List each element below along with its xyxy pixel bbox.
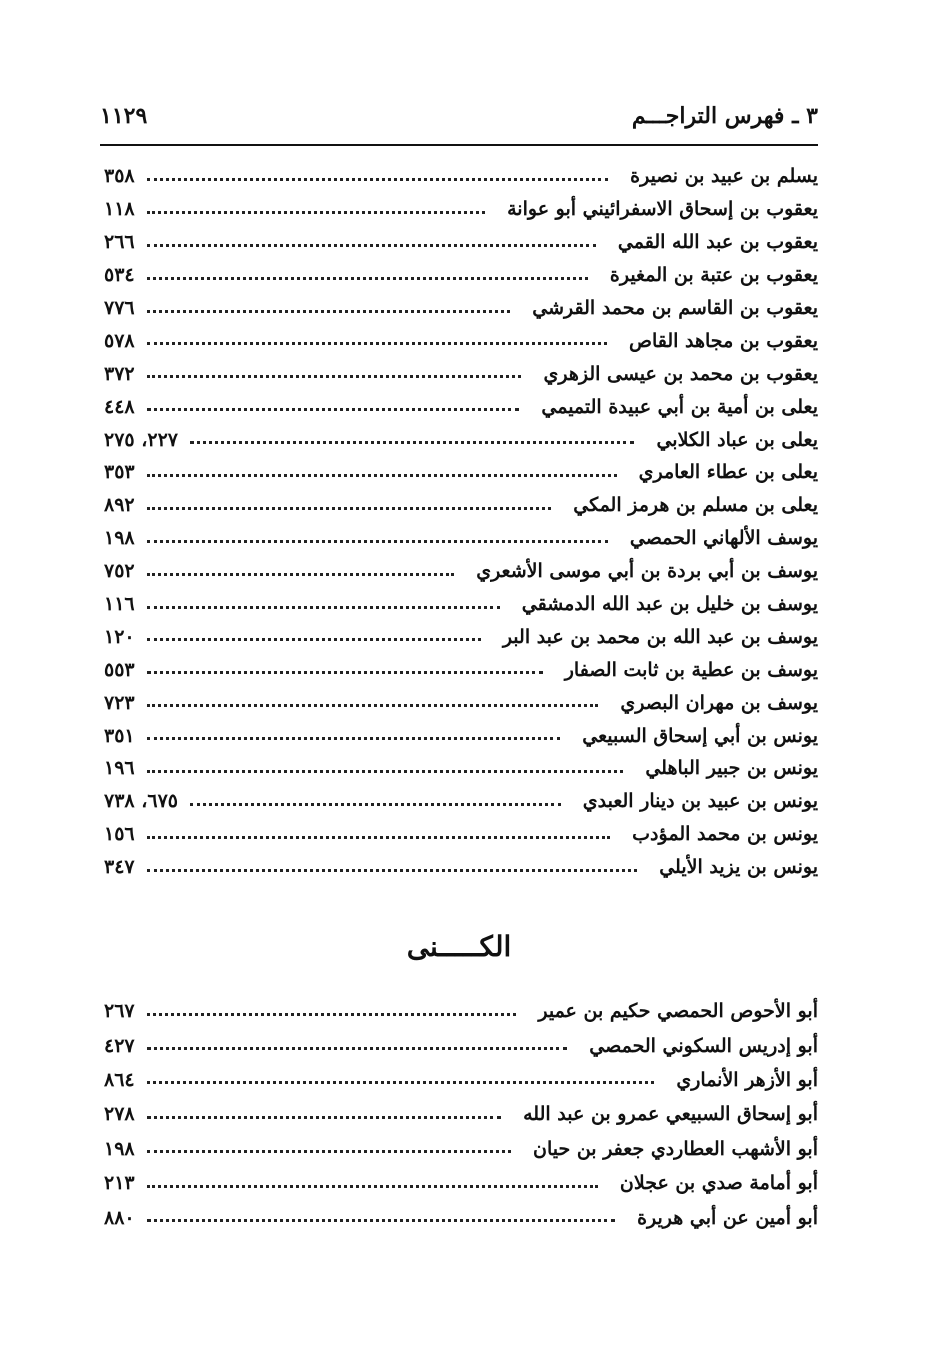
entry-page-numbers: ٢٢٧، ٢٧٥ — [104, 428, 178, 451]
entry-page-numbers: ١٢٠ — [104, 625, 135, 648]
entry-page-numbers: ٦٧٥، ٧٣٨ — [104, 790, 178, 813]
entry-name: يعقوب بن عبد الله القمي — [617, 231, 818, 254]
entry-page-numbers: ١٩٦ — [104, 757, 135, 780]
entry-page-numbers: ٨٦٤ — [104, 1068, 135, 1091]
dot-leader — [147, 1150, 511, 1153]
dot-leader — [147, 1116, 502, 1119]
index-entry — [100, 324, 818, 357]
entry-page-numbers: ٧٢٣ — [104, 691, 135, 714]
index-entry — [100, 390, 818, 423]
index-entry — [100, 1097, 818, 1131]
entry-page-numbers: ٣٥٣ — [104, 461, 135, 484]
entry-page-numbers: ١١٨ — [104, 198, 135, 221]
section-title-kuna: الكـــــنى — [406, 930, 512, 963]
entry-name: يونس بن عبيد بن دينار العبدي — [582, 790, 818, 813]
index-entry — [100, 226, 818, 259]
dot-leader — [147, 638, 481, 641]
entry-name: أبو إدريس السكوني الحمصي — [589, 1034, 818, 1057]
entry-name: أبو إسحاق السبيعي عمرو بن عبد الله — [523, 1103, 818, 1126]
index-entry — [100, 818, 818, 851]
entry-page-numbers: ٥٥٣ — [104, 658, 135, 681]
entry-page-numbers: ٥٧٨ — [104, 329, 135, 352]
entry-name: يعلى بن عباد الكلابي — [656, 428, 818, 451]
entry-name: يوسف بن عطية بن ثابت الصفار — [564, 658, 818, 681]
entry-page-numbers: ٣٥١ — [104, 724, 135, 747]
index-entry — [100, 719, 818, 752]
entry-name: يونس بن يزيد الأيلي — [659, 856, 818, 879]
index-entry — [100, 1200, 818, 1234]
index-entry — [100, 259, 818, 292]
dot-leader — [190, 803, 561, 806]
entry-page-numbers: ٧٧٦ — [104, 297, 135, 319]
dot-leader — [147, 606, 500, 609]
index-entry — [100, 522, 818, 555]
index-entry — [100, 357, 818, 390]
index-entry — [100, 752, 818, 785]
entry-page-numbers: ٢٧٨ — [104, 1103, 135, 1126]
entry-name: يوسف بن خليل بن عبد الله الدمشقي — [521, 593, 818, 616]
index-entry — [100, 456, 818, 489]
dot-leader — [147, 1013, 517, 1016]
entry-name: يوسف بن أبي بردة بن أبي موسى الأشعري — [476, 560, 818, 583]
entry-name: يعلى بن عطاء العامري — [638, 461, 818, 484]
entry-name: يونس بن محمد المؤدب — [632, 823, 818, 846]
header-rule — [100, 144, 818, 146]
dot-leader — [147, 1081, 655, 1084]
entry-name: يعقوب بن إسحاق الاسفرائيني أبو عوانة — [507, 198, 818, 221]
entry-page-numbers: ١١٦ — [104, 593, 135, 616]
dot-leader — [147, 375, 522, 378]
index-entry — [100, 785, 818, 818]
entry-name: يوسف بن عبد الله بن محمد بن عبد البر — [502, 625, 818, 648]
names-index-list — [100, 160, 818, 884]
dot-leader — [147, 178, 609, 181]
page-header — [100, 96, 818, 136]
entry-name: يونس بن جبير الباهلي — [645, 757, 818, 780]
entry-name: يعقوب بن محمد بن عيسى الزهري — [543, 362, 818, 385]
dot-leader — [147, 1047, 568, 1050]
index-entry — [100, 160, 818, 193]
index-entry — [100, 193, 818, 226]
entry-page-numbers: ٤٢٧ — [104, 1034, 135, 1057]
page-title: ٣ ـ فهرس التراجـــم — [631, 103, 818, 129]
dot-leader — [147, 573, 455, 576]
dot-leader — [147, 704, 599, 707]
dot-leader — [147, 342, 607, 345]
entry-name: يعلى بن أمية بن أبي عبيدة التميمي — [541, 395, 818, 418]
entry-page-numbers: ٢٦٦ — [104, 231, 135, 254]
dot-leader — [147, 1219, 615, 1222]
index-entry — [100, 489, 818, 522]
entry-page-numbers: ٢١٣ — [104, 1172, 135, 1195]
index-entry — [100, 588, 818, 621]
kuna-index-list — [100, 994, 818, 1235]
index-entry — [100, 653, 818, 686]
entry-name: يوسف بن مهران البصري — [620, 691, 818, 714]
index-entry — [100, 1063, 818, 1097]
index-entry — [100, 851, 818, 884]
entry-name: يعلى بن مسلم بن هرمز المكي — [573, 494, 818, 517]
entry-page-numbers: ٤٤٨ — [104, 395, 135, 418]
entry-name: أبو أمين عن أبي هريرة — [637, 1206, 818, 1229]
dot-leader — [147, 244, 596, 247]
entry-name: يسلم بن عبيد بن نصيرة — [630, 165, 818, 188]
index-entry — [100, 994, 818, 1028]
entry-name: يونس بن أبي إسحاق السبيعي — [582, 724, 818, 747]
entry-name: أبو أمامة صدي بن عجلان — [619, 1172, 818, 1195]
dot-leader — [147, 737, 561, 740]
dot-leader — [190, 441, 634, 444]
index-entry — [100, 423, 818, 456]
dot-leader — [147, 671, 543, 674]
index-entry — [100, 1132, 818, 1166]
dot-leader — [147, 408, 520, 411]
entry-page-numbers: ٣٤٧ — [104, 856, 135, 879]
dot-leader — [147, 474, 617, 477]
index-entry — [100, 620, 818, 653]
dot-leader — [147, 211, 486, 214]
entry-page-numbers: ٢٦٧ — [104, 1000, 135, 1023]
dot-leader — [147, 540, 608, 543]
dot-leader — [147, 310, 511, 313]
dot-leader — [147, 869, 638, 872]
index-entry — [100, 1166, 818, 1200]
index-entry — [100, 292, 818, 325]
dot-leader — [147, 507, 552, 510]
index-entry — [100, 555, 818, 588]
entry-page-numbers: ٥٣٤ — [104, 264, 135, 287]
entry-name: أبو الأشهب العطاردي جعفر بن حيان — [533, 1137, 818, 1160]
dot-leader — [147, 836, 611, 839]
entry-name: يعقوب بن مجاهد القاص — [628, 329, 818, 352]
entry-page-numbers: ١٩٨ — [104, 527, 135, 550]
entry-page-numbers: ٨٩٢ — [104, 494, 135, 517]
index-entry — [100, 1028, 818, 1062]
entry-page-numbers: ٣٥٨ — [104, 165, 135, 188]
dot-leader — [147, 1185, 598, 1188]
entry-name: أبو الأزهر الأنماري — [676, 1068, 818, 1091]
dot-leader — [147, 770, 624, 773]
entry-name: يعقوب بن عتبة بن المغيرة — [609, 264, 818, 287]
dot-leader — [147, 277, 588, 280]
entry-name: أبو الأحوص الحمصي حكيم بن عمير — [538, 1000, 818, 1023]
entry-name: يوسف الألهاني الحمصي — [629, 527, 818, 550]
entry-name: يعقوب بن القاسم بن محمد القرشي — [532, 297, 818, 319]
entry-page-numbers: ١٩٨ — [104, 1137, 135, 1160]
index-entry — [100, 686, 818, 719]
entry-page-numbers: ١٥٦ — [104, 823, 135, 846]
entry-page-numbers: ٨٨٠ — [104, 1206, 135, 1229]
page-number: ١١٢٩ — [100, 103, 148, 129]
entry-page-numbers: ٧٥٢ — [104, 560, 135, 583]
entry-page-numbers: ٣٧٢ — [104, 362, 135, 385]
